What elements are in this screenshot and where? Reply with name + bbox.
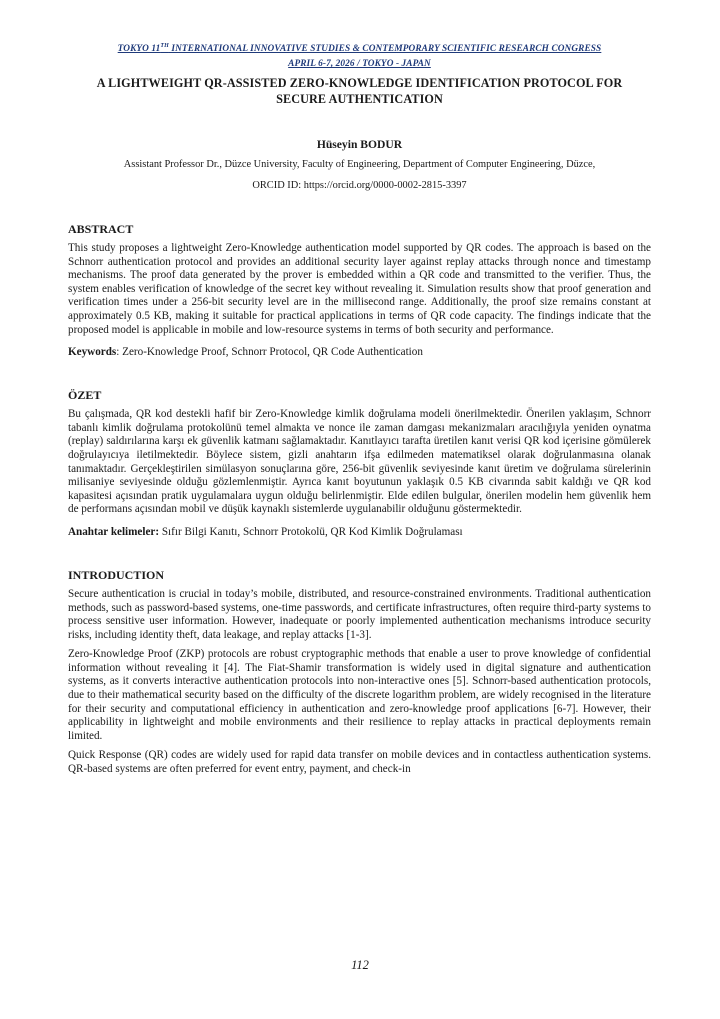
conference-name: TOKYO 11TH INTERNATIONAL INNOVATIVE STUDIES & CONTEMPORARY SCIENTIFIC RESEARCH CONGRESS (117, 42, 602, 54)
conference-header (68, 42, 651, 72)
paper-title: A LIGHTWEIGHT QR-ASSISTED ZERO-KNOWLEDGE IDENTIFICATION PROTOCOL FOR SECURE AUTHENTICATION (96, 76, 623, 106)
conference-dates: APRIL 6-7, 2026 / TOKYO - JAPAN (288, 59, 431, 69)
ozet-heading: ÖZET (68, 388, 102, 403)
introduction-paragraph: Zero-Knowledge Proof (ZKP) protocols are robust cryptographic methods that enable a user to prove knowledge of confidential information without revealing it [4]. The Fiat-Shamir transformation is widely used in digital signature and authentication systems, as it converts interactive authentication protocols into non-interactive ones [5]. Schnorr-based authentication protocols, due to their mathematical security based on the difficulty of the discrete logarithm problem, are widely recognised in the literature for their security and computational efficiency in authentication and zero-knowledge proof applications [6-7]. However, their applicability in lightweight and mobile environments and their resilience to replay attacks in practical deployments remain limited. (68, 648, 651, 742)
page-number: 112 (351, 958, 369, 972)
paper-page (68, 42, 651, 777)
abstract-keywords: Keywords: Zero-Knowledge Proof, Schnorr Protocol, QR Code Authentication (68, 346, 423, 359)
ozet-keywords: Anahtar kelimeler: Sıfır Bilgi Kanıtı, Schnorr Protokolü, QR Kod Kimlik Doğrulaması (68, 525, 463, 538)
ozet-text: Bu çalışmada, QR kod destekli hafif bir Zero-Knowledge kimlik doğrulama modeli önerilmektedir. Önerilen yaklaşım, Schnorr tabanlı kimlik doğrulama protokolünü temel almakta ve nonce ile zaman damgası mekanizmaları aracılığıyla yeniden oynatma (replay) saldırılarına karşı ek güvenlik katmanı sağlamaktadır. Kanıtlayıcı tarafta üretilen kanıt verisi QR kod içerisine gömülerek doğrulayıcıya iletilmektedir. Böylece sistem, gizli anahtarın ifşa edilmeden matematiksel olarak doğrulanmasına olanak tanımaktadır. Gerçekleştirilen simülasyon sonuçlarına göre, 256-bit güvenlik seviyesinde kanıt üretim ve doğrulama sürelerinin milisaniye seviyesinde olduğu gözlemlenmiştir. Ayrıca kanıt boyutunun yaklaşık 0.5 KB civarında sabit kaldığı ve QR kod kapasitesi açısından pratik uygulamalara uygun olduğu belirlenmiştir. Elde edilen bulgular, önerilen modelin hem güvenlik hem de performans açısından mobil ve düşük kaynaklı sistemlerde uygulanabilir olduğunu göstermektedir. (68, 408, 651, 516)
author-orcid: ORCID ID: https://orcid.org/0000-0002-2815-3397 (252, 180, 467, 191)
abstract-heading: ABSTRACT (68, 222, 134, 236)
introduction-heading: INTRODUCTION (68, 567, 165, 582)
introduction-paragraph: Secure authentication is crucial in today’s mobile, distributed, and resource-constrained environments. Traditional authentication methods, such as password-based systems, one-time passwords, and certificate infrastructures, often require third-party systems to process sensitive user information. However, inadequate or poorly implemented authentication mechanisms introduce security risks, including identity theft, data leakage, and replay attacks [1-3]. (68, 587, 651, 641)
author-name: Hüseyin BODUR (316, 138, 403, 151)
introduction-paragraph: Quick Response (QR) codes are widely used for rapid data transfer on mobile devices and in contactless authentication systems. QR-based systems are often preferred for event entry, payment, and check-in (68, 749, 651, 776)
abstract-text: This study proposes a lightweight Zero-Knowledge authentication model supported by QR codes. The approach is based on the Schnorr authentication protocol and provides an additional security layer against replay attacks through nonce and timestamp mechanisms. The proof data generated by the prover is embedded within a QR code and transmitted to the verifier. Thus, the system enables verification of knowledge of the secret key without revealing it. Simulation results show that proof generation and verification times under a 256-bit security level are in the millisecond range. Additionally, the proof size remains constant at approximately 0.5 KB, making it suitable for practical applications in terms of QR code capacity. The findings indicate that the proposed model is applicable in mobile and low-resource systems in terms of both security and performance. (68, 242, 651, 336)
author-affiliation: Assistant Professor Dr., Düzce University, Faculty of Engineering, Department of Computer Engineering, Düzce, (123, 159, 596, 170)
